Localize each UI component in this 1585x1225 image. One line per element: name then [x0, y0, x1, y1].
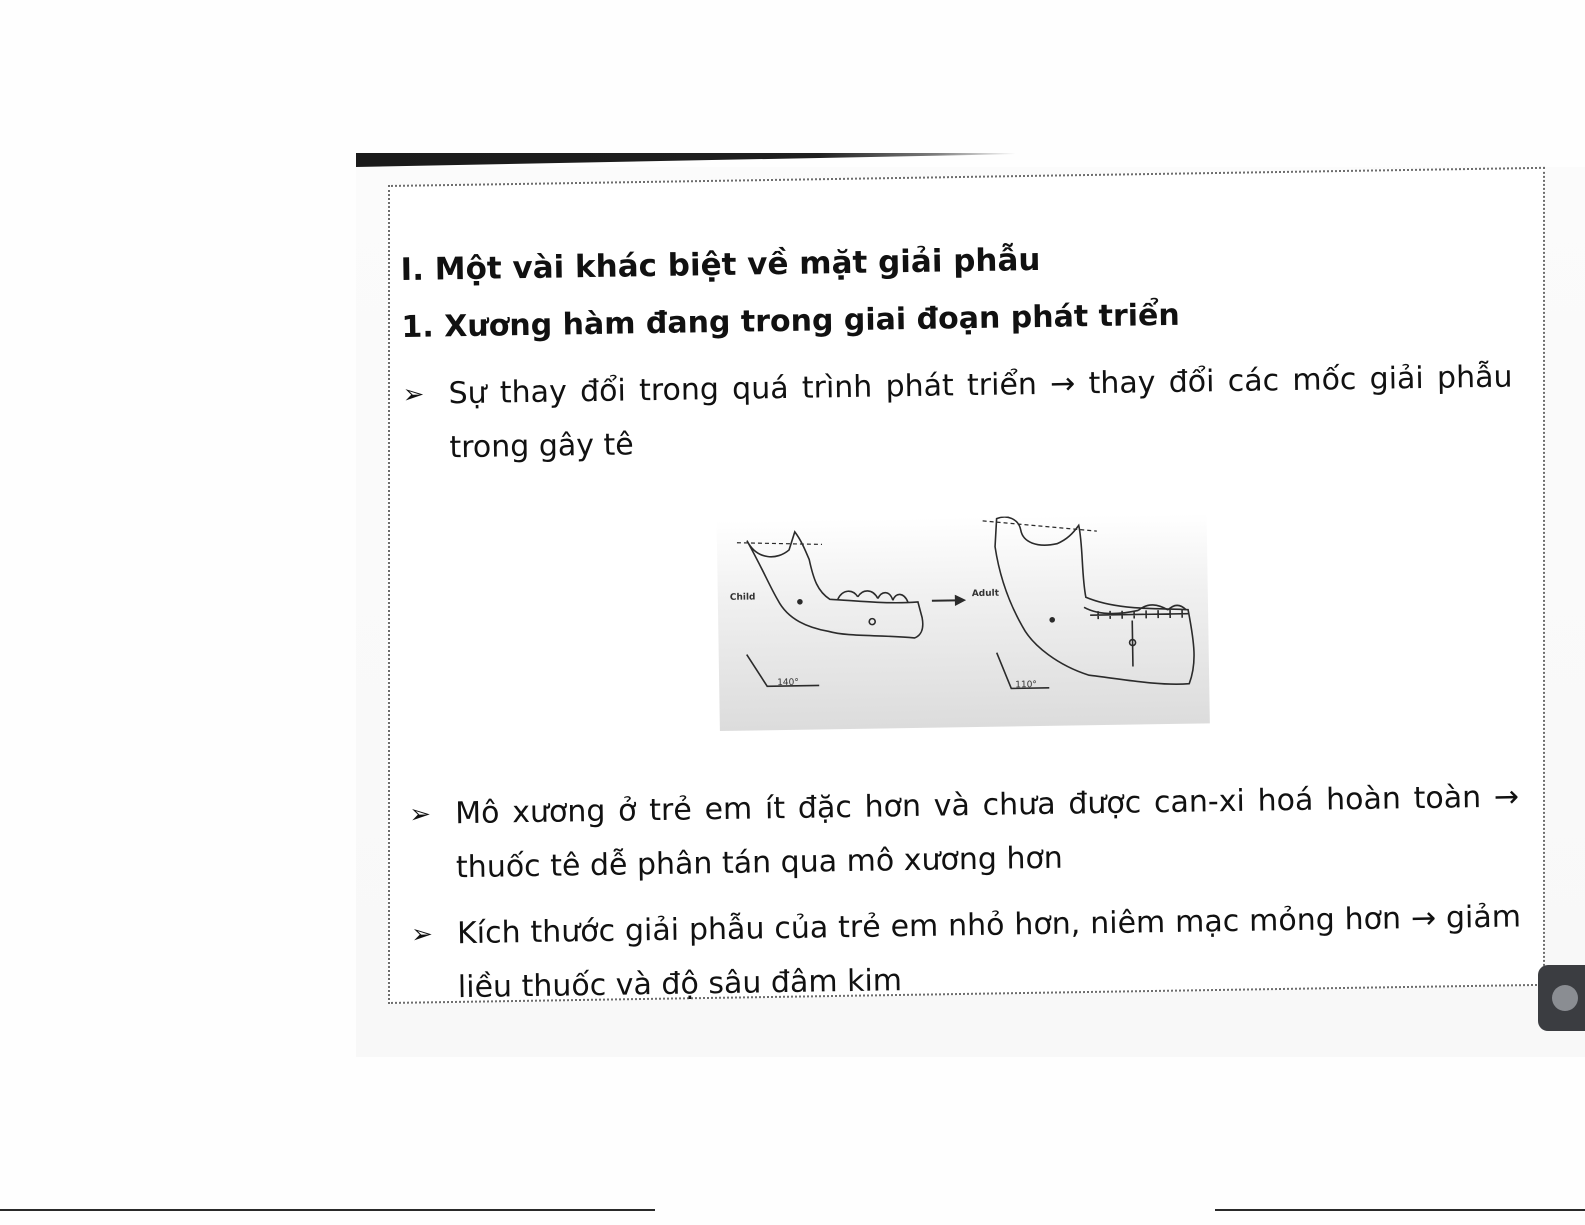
adult-mandible-drawing	[983, 514, 1195, 689]
bottom-edge-line	[1215, 1209, 1585, 1211]
slide-content	[400, 213, 1522, 1016]
child-mandible-drawing	[737, 530, 924, 687]
subsection-heading: 1. Xương hàm đang trong giai đoạn phát triển	[401, 297, 1180, 345]
bullet-arrow-icon: ➢	[402, 379, 425, 410]
adult-label: Adult	[971, 588, 1000, 600]
mandible-diagram	[717, 513, 1210, 731]
bullet-arrow-icon: ➢	[408, 799, 432, 830]
bullet-text: Sự thay đổi trong quá trình phát triển → thay đổi các mốc giải phẫu trong gây tê	[448, 359, 1513, 466]
bullet-item	[402, 351, 1514, 476]
growth-arrow-icon	[932, 596, 964, 605]
adult-angle-label: 110°	[1015, 680, 1037, 691]
floating-side-tab[interactable]	[1538, 965, 1585, 1031]
mandible-growth-figure	[717, 513, 1210, 731]
bullet-item	[411, 890, 1523, 1015]
bullet-item	[409, 770, 1521, 895]
child-label: Child	[729, 592, 756, 603]
child-angle-label: 140°	[777, 677, 799, 689]
bullet-text: Kích thước giải phẫu của trẻ em nhỏ hơn, niêm mạc mỏng hơn → giảm liều thuốc và độ sâu đâm kim	[456, 899, 1522, 1006]
circle-icon	[1552, 985, 1578, 1011]
section-heading: I. Một vài khác biệt về mặt giải phẫu	[400, 241, 1041, 288]
slide-top-border	[356, 153, 1016, 167]
bullet-arrow-icon: ➢	[410, 919, 434, 950]
bottom-edge-line	[0, 1209, 655, 1211]
bullet-text: Mô xương ở trẻ em ít đặc hơn và chưa được can-xi hoá hoàn toàn → thuốc tê dễ phân tán qua mô xương hơn	[454, 779, 1520, 886]
